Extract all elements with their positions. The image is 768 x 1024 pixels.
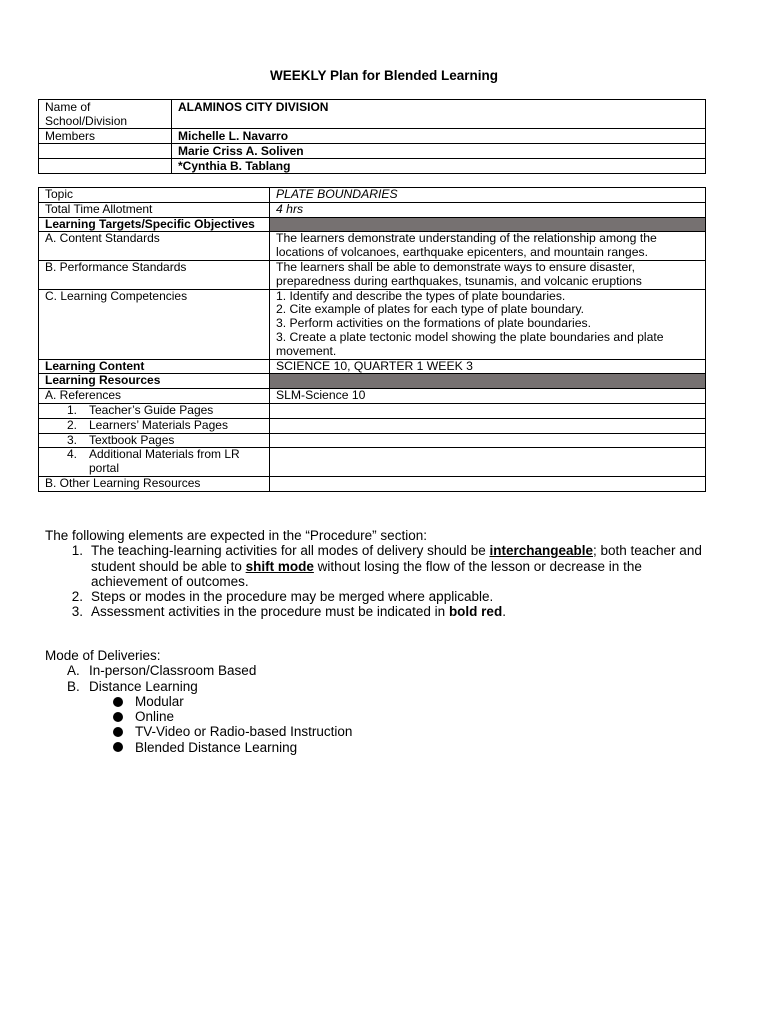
learning-content-label: Learning Content [39, 359, 270, 374]
table-row [39, 374, 706, 389]
bullet-icon [113, 697, 123, 707]
document-title: WEEKLY Plan for Blended Learning [269, 68, 499, 83]
time-label: Total Time Allotment [39, 202, 270, 217]
table-row [39, 359, 706, 374]
table-row [39, 188, 706, 203]
delivery-modes-section [45, 648, 352, 755]
procedure-intro: The following elements are expected in the “Procedure” section: [45, 528, 427, 543]
competencies-label: C. Learning Competencies [39, 289, 270, 359]
content-standards-label: A. Content Standards [39, 232, 270, 261]
table-row [39, 100, 706, 129]
table-row [39, 144, 706, 159]
list-item: B. Distance Learning [67, 678, 198, 694]
targets-label: Learning Targets/Specific Objectives [39, 217, 270, 232]
list-item: 3. Perform activities on the formations of plate boundaries. [276, 316, 592, 331]
list-item: 3. Create a plate tectonic model showing the plate boundaries and plate movement. [276, 329, 664, 358]
performance-standards-value: The learners shall be able to demonstrate ways to ensure disaster, preparedness during earthquakes, tsunamis, and volcanic eruptions [270, 260, 706, 289]
list-item: A. In-person/Classroom Based [67, 663, 257, 679]
topic-label: Topic [39, 188, 270, 203]
performance-standards-label: B. Performance Standards [39, 260, 270, 289]
list-item: Modular [113, 694, 352, 709]
member-name: Michelle L. Navarro [172, 129, 706, 144]
plan-table [38, 187, 706, 492]
list-item: 1. The teaching-learning activities for all modes of delivery should be interchangeable; both teacher and student should be able to shift mode without losing the flow of the lesson or decrease in the achievement of outcomes. [71, 543, 702, 589]
list-item: 3. Assessment activities in the procedure must be indicated in bold red. [71, 604, 506, 620]
member-name: *Cynthia B. Tablang [172, 159, 706, 174]
learning-content-value: SCIENCE 10, QUARTER 1 WEEK 3 [270, 359, 706, 374]
school-value: ALAMINOS CITY DIVISION [172, 100, 706, 129]
table-row [39, 202, 706, 217]
shaded-cell [270, 217, 706, 232]
ref-item-label: Textbook Pages [89, 432, 175, 447]
member-name: Marie Criss A. Soliven [172, 144, 706, 159]
bullet-icon [113, 727, 123, 737]
references-label: A. References [39, 389, 270, 404]
references-value: SLM-Science 10 [270, 389, 706, 404]
list-item: 2. Steps or modes in the procedure may be merged where applicable. [71, 589, 494, 605]
item-number: 2. [67, 417, 78, 432]
ref-item-label: Learners’ Materials Pages [89, 417, 228, 432]
school-label: Name of School/Division [39, 100, 172, 129]
item-number: 4. [67, 447, 78, 462]
competencies-list [270, 289, 706, 359]
ref-item-label: Additional Materials from LR portal [89, 447, 240, 476]
item-number: 1. [67, 402, 78, 417]
list-item: Blended Distance Learning [113, 740, 352, 755]
table-row [39, 159, 706, 174]
ref-item-label: Teacher’s Guide Pages [89, 402, 214, 417]
learning-resources-label: Learning Resources [39, 374, 270, 389]
shaded-cell [270, 374, 706, 389]
table-row [39, 217, 706, 232]
table-row [39, 433, 706, 448]
modes-heading: Mode of Deliveries: [45, 648, 161, 663]
table-row [39, 418, 706, 433]
table-row [39, 448, 706, 477]
list-item: TV-Video or Radio-based Instruction [113, 724, 352, 739]
table-row [39, 260, 706, 289]
table-row [39, 289, 706, 359]
content-standards-value: The learners demonstrate understanding of the relationship among the locations of volcanoes, earthquake epicenters, and mountain ranges. [270, 232, 706, 261]
list-item: 1. Identify and describe the types of plate boundaries. [276, 288, 566, 303]
table-row [39, 403, 706, 418]
table-row [39, 232, 706, 261]
members-label: Members [39, 129, 172, 144]
header-table [38, 99, 706, 174]
other-resources-label: B. Other Learning Resources [39, 476, 270, 491]
table-row [39, 476, 706, 491]
table-row [39, 389, 706, 404]
time-value: 4 hrs [270, 202, 706, 217]
bullet-icon [113, 742, 123, 752]
topic-value: PLATE BOUNDARIES [270, 188, 706, 203]
table-row [39, 129, 706, 144]
list-item: 2. Cite example of plates for each type of plate boundary. [276, 302, 585, 317]
procedure-section [45, 528, 705, 620]
item-number: 3. [67, 432, 78, 447]
list-item: Online [113, 709, 352, 724]
bullet-icon [113, 712, 123, 722]
